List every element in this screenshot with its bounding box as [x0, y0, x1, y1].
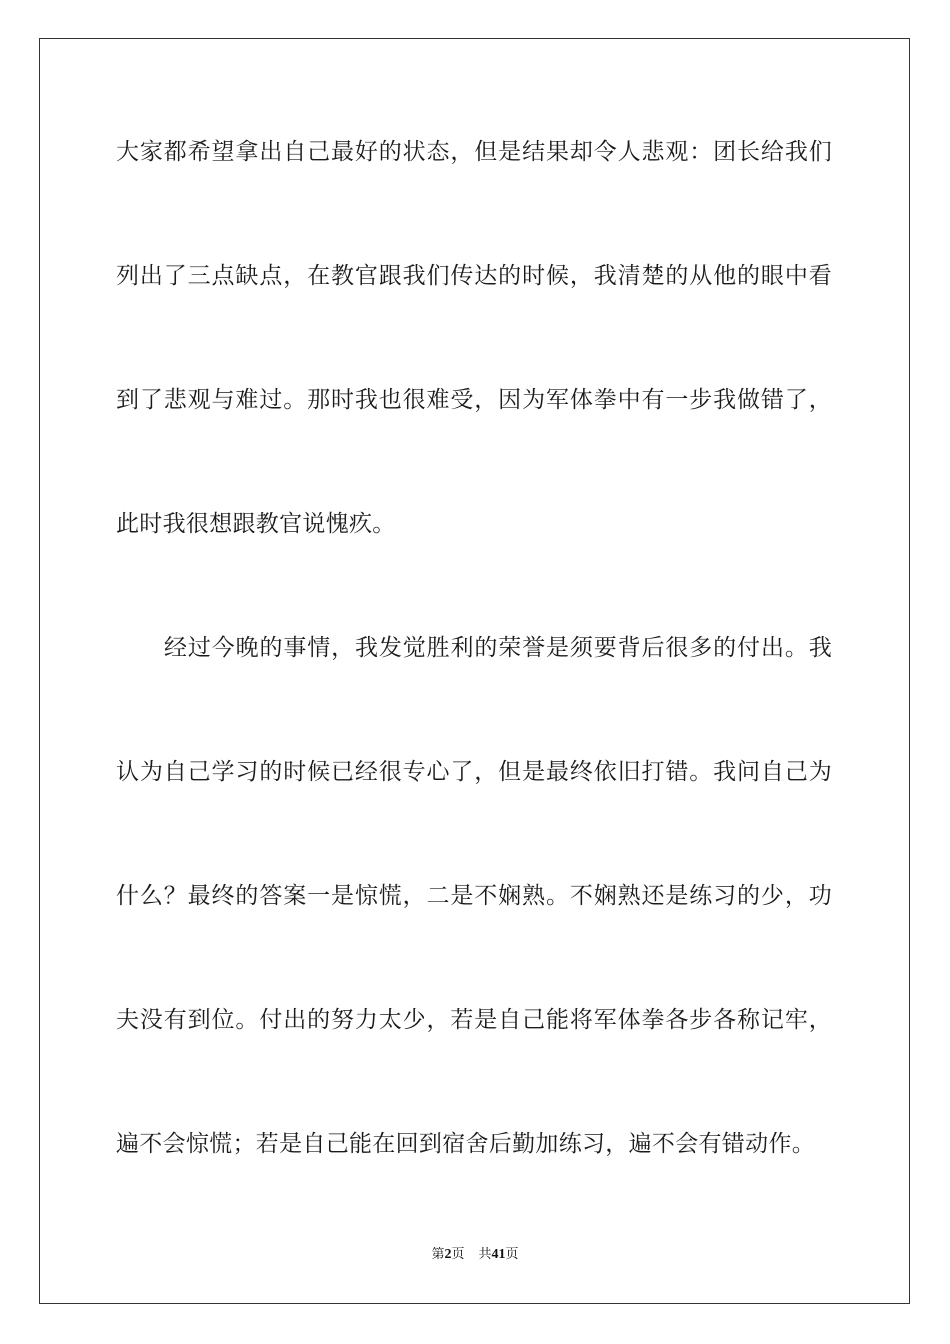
- text-line: 列出了三点缺点，在教官跟我们传达的时候，我清楚的从他的眼中看: [116, 263, 832, 289]
- page-suffix: 页: [451, 1247, 465, 1262]
- text-line: 夫没有到位。付出的努力太少，若是自己能将军体拳各步各称记牢，: [116, 1007, 832, 1033]
- text-line: 什么？最终的答案一是惊慌，二是不娴熟。不娴熟还是练习的少，功: [116, 883, 832, 909]
- total-pages: 41: [491, 1247, 506, 1262]
- page-footer: [0, 1246, 950, 1264]
- page-prefix: 第: [431, 1247, 445, 1262]
- text-line: 经过今晚的事情，我发觉胜利的荣誉是须要背后很多的付出。我: [164, 635, 832, 661]
- page-number: 2: [444, 1247, 452, 1262]
- text-line: 遍不会惊慌；若是自己能在回到宿舍后勤加练习，遍不会有错动作。: [116, 1131, 815, 1157]
- text-line: 认为自己学习的时候已经很专心了，但是最终依旧打错。我问自己为: [116, 759, 832, 785]
- text-line: 到了悲观与难过。那时我也很难受，因为军体拳中有一步我做错了，: [116, 387, 832, 413]
- text-line: 大家都希望拿出自己最好的状态，但是结果却令人悲观：团长给我们: [116, 139, 832, 165]
- total-suffix: 页: [505, 1247, 519, 1262]
- text-line: 此时我很想跟教官说愧疚。: [116, 511, 396, 537]
- total-prefix: 共: [478, 1247, 492, 1262]
- page-border: [39, 38, 910, 1304]
